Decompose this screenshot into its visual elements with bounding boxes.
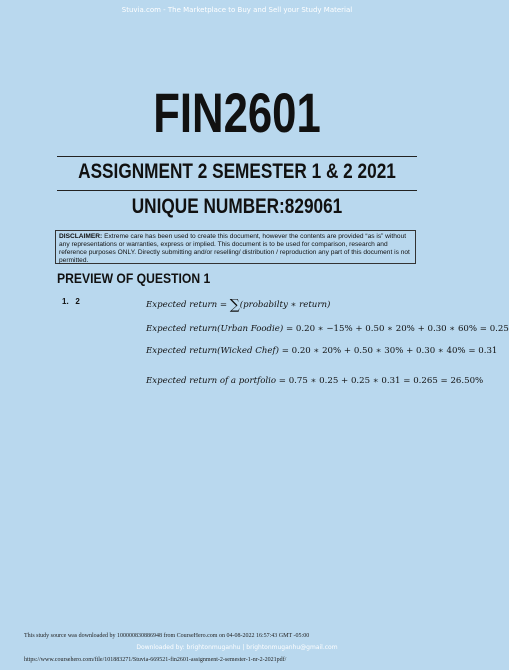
question-sub: 2 bbox=[75, 297, 80, 306]
formula-expected-return bbox=[146, 297, 330, 313]
formula-3-lhs: Expected return(Wicked Chef) = bbox=[146, 346, 292, 356]
question-index: 1. bbox=[62, 297, 69, 306]
formula-1-rhs: (probabilty ∗ return) bbox=[239, 300, 331, 310]
divider-top bbox=[57, 156, 417, 157]
formula-1-lhs: Expected return = bbox=[146, 300, 230, 310]
unique-number: UNIQUE NUMBER:829061 bbox=[131, 195, 343, 218]
assignment-title: ASSIGNMENT 2 SEMESTER 1 & 2 2021 bbox=[78, 160, 396, 183]
sum-symbol: ∑ bbox=[229, 297, 240, 313]
formula-4-rhs: 0.75 ∗ 0.25 + 0.25 ∗ 0.31 = 0.265 = 26.50% bbox=[288, 376, 484, 386]
formula-2-rhs: 0.20 ∗ −15% + 0.50 ∗ 20% + 0.30 ∗ 60% = 0.25 bbox=[295, 324, 509, 334]
formula-2-lhs: Expected return(Urban Foodie) = bbox=[146, 324, 296, 334]
formula-urban-foodie bbox=[146, 324, 509, 334]
formula-4-lhs: Expected return of a portfolio = bbox=[146, 376, 289, 386]
disclaimer-text: Extreme care has been used to create this document, however the contents are provided “as is” without any representations or warranties, express or implied. This document is to be used for comparison, research and reference purposes ONLY. Directly submitting and/or reselling/ distribution / reproduction any part of this document is not permitted. bbox=[59, 233, 410, 264]
formula-wicked-chef bbox=[146, 346, 497, 356]
disclaimer-box bbox=[55, 230, 416, 264]
course-code-title: FIN2601 bbox=[153, 81, 321, 144]
disclaimer-label: DISCLAIMER: bbox=[59, 233, 103, 240]
divider-middle bbox=[57, 190, 417, 191]
preview-heading: PREVIEW OF QUESTION 1 bbox=[57, 271, 211, 286]
formula-portfolio bbox=[146, 376, 483, 386]
footer-source-note: This study source was downloaded by 100000830886948 from CourseHero.com on 04-08-2022 16:57:43 GMT -05:00 bbox=[24, 633, 310, 639]
watermark-top: Stuvia.com - The Marketplace to Buy and Sell your Study Material bbox=[121, 6, 353, 14]
footer-url-link[interactable]: https://www.coursehero.com/file/101883271/Stuvia-669521-fin2601-assignment-2-semester-1-nr-2-2021pdf/ bbox=[24, 657, 287, 663]
question-number bbox=[62, 297, 80, 306]
formula-3-rhs: 0.20 ∗ 20% + 0.50 ∗ 30% + 0.30 ∗ 40% = 0.31 bbox=[291, 346, 498, 356]
footer-downloaded-by: Downloaded by: brightonmuganhu | brightonmuganhu@gmail.com bbox=[136, 644, 338, 651]
